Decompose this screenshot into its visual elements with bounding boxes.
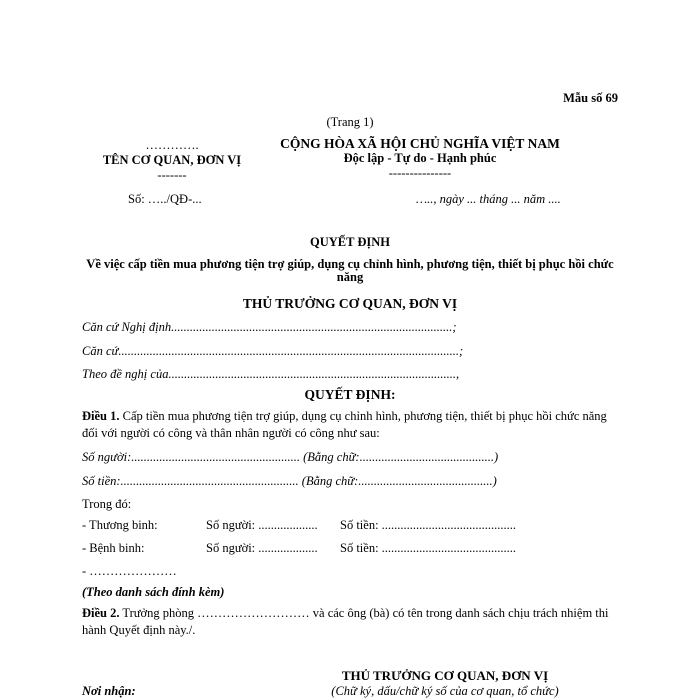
basis-proposal: Theo đề nghị của............................................................................................, bbox=[82, 367, 460, 381]
article-2-text: Trưởng phòng ……………………… và các ông (bà) có tên trong danh sách chịu trách nhiệm thi hành Quyết định này./. bbox=[82, 606, 609, 637]
basis-other: Căn cứ.............................................................................................................; bbox=[82, 344, 464, 358]
other-line: - ………………… bbox=[82, 564, 177, 578]
article-1-label: Điều 1. bbox=[82, 409, 120, 423]
signature-note: (Chữ ký, dấu/chữ ký số của cơ quan, tổ chức) bbox=[331, 684, 559, 698]
page-label: (Trang 1) bbox=[326, 115, 374, 129]
row-category: - Bệnh binh: bbox=[82, 541, 145, 555]
country-name: CỘNG HÒA XÃ HỘI CHỦ NGHĨA VIỆT NAM bbox=[280, 136, 560, 151]
header-left-rule: ------- bbox=[157, 168, 187, 182]
people-line: Số người:...................................................... (Bằng chữ:...........................................) bbox=[82, 450, 499, 464]
header-left-dots: …………. bbox=[145, 138, 199, 152]
decides-heading: QUYẾT ĐỊNH: bbox=[304, 387, 396, 402]
basis-decree: Căn cứ Nghị định..........................................................................................; bbox=[82, 320, 457, 334]
national-motto: Độc lập - Tự do - Hạnh phúc bbox=[343, 151, 497, 165]
place-date: ….., ngày ... tháng ... năm .... bbox=[416, 192, 561, 206]
article-1 bbox=[82, 408, 622, 442]
document-title: QUYẾT ĐỊNH bbox=[310, 235, 390, 249]
row-money: Số tiền: ........................................... bbox=[340, 518, 517, 532]
authority-heading: THỦ TRƯỞNG CƠ QUAN, ĐƠN VỊ bbox=[242, 296, 458, 311]
row-people: Số người: ................... bbox=[206, 518, 318, 532]
header-left bbox=[82, 138, 262, 183]
table-row bbox=[82, 518, 602, 534]
attached-list-note: (Theo danh sách đính kèm) bbox=[82, 585, 225, 599]
row-people: Số người: ................... bbox=[206, 541, 318, 555]
money-line: Số tiền:......................................................... (Bằng chữ:...........................................) bbox=[82, 474, 497, 488]
document-subtitle: Về việc cấp tiền mua phương tiện trợ giúp, dụng cụ chỉnh hình, phương tiện, thiết bị phục hồi chức năng bbox=[86, 257, 614, 284]
form-number: Mẫu số 69 bbox=[563, 91, 618, 105]
article-1-text: Cấp tiền mua phương tiện trợ giúp, dụng cụ chỉnh hình, phương tiện, thiết bị phục hồi chức năng đối với người có công và thân nhân người có công như sau: bbox=[82, 409, 607, 440]
document-number: Số: …../QĐ-... bbox=[128, 192, 202, 206]
org-name: TÊN CƠ QUAN, ĐƠN VỊ bbox=[102, 153, 242, 167]
recipients-label: Nơi nhận: bbox=[82, 684, 136, 698]
table-row bbox=[82, 541, 602, 557]
row-money: Số tiền: ........................................... bbox=[340, 541, 517, 555]
header-right bbox=[270, 136, 570, 181]
row-category: - Thương binh: bbox=[82, 518, 158, 532]
header-right-rule: --------------- bbox=[388, 166, 452, 180]
article-2-label: Điều 2. bbox=[82, 606, 120, 620]
of-which-label: Trong đó: bbox=[82, 497, 132, 511]
signature-title: THỦ TRƯỞNG CƠ QUAN, ĐƠN VỊ bbox=[341, 668, 549, 683]
article-2 bbox=[82, 605, 622, 639]
